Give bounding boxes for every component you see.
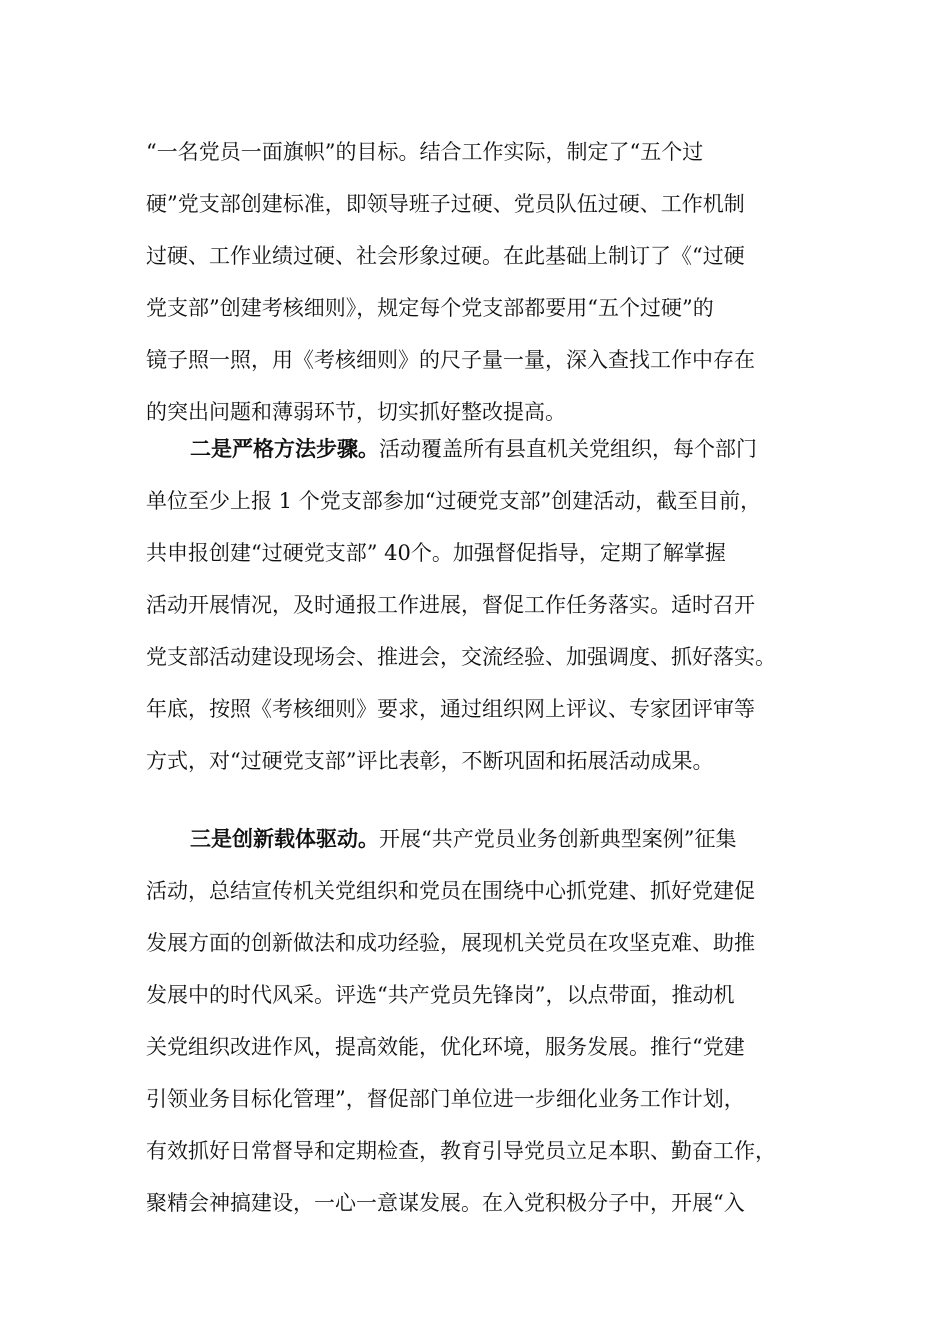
text-line: 党支部活动建设现场会、推进会，交流经验、加强调度、抓好落实。 xyxy=(146,645,776,669)
text-line: 硬”党支部创建标准，即领导班子过硬、党员队伍过硬、工作机制 xyxy=(146,192,745,216)
text-line: 单位至少上报 1 个党支部参加“过硬党支部”创建活动，截至目前， xyxy=(146,489,762,513)
text-line: 聚精会神搞建设，一心一意谋发展。在入党积极分子中，开展“入 xyxy=(146,1191,745,1215)
text-line: “一名党员一面旗帜”的目标。结合工作实际，制定了“五个过 xyxy=(146,140,704,164)
text-line: 过硬、工作业绩过硬、社会形象过硬。在此基础上制订了《“过硬 xyxy=(146,244,745,268)
paragraph-innovation-carriers xyxy=(146,813,806,1229)
text-line-first xyxy=(146,423,806,475)
text-line: 发展方面的创新做法和成功经验，展现机关党员在攻坚克难、助推 xyxy=(146,931,755,955)
paragraph-heading: 二是严格方法步骤。 xyxy=(190,437,379,461)
paragraph-heading: 三是创新载体驱动。 xyxy=(190,827,379,851)
text-line: 党支部”创建考核细则》，规定每个党支部都要用“五个过硬”的 xyxy=(146,296,714,320)
text-line: 方式，对“过硬党支部”评比表彰，不断巩固和拓展活动成果。 xyxy=(146,749,714,773)
text-run: 开展“共产党员业务创新典型案例”征集 xyxy=(379,827,737,851)
text-line: 年底，按照《考核细则》要求，通过组织网上评议、专家团评审等 xyxy=(146,697,755,721)
text-line: 镜子照一照，用《考核细则》的尺子量一量，深入查找工作中存在 xyxy=(146,348,755,372)
text-run: 活动覆盖所有县直机关党组织，每个部门 xyxy=(379,437,757,461)
paragraph-goal-standards xyxy=(146,126,806,438)
text-line-first xyxy=(146,813,806,865)
text-line: 引领业务目标化管理”，督促部门单位进一步细化业务工作计划， xyxy=(146,1087,745,1111)
text-line: 有效抓好日常督导和定期检查，教育引导党员立足本职、勤奋工作， xyxy=(146,1139,776,1163)
text-line: 共申报创建“过硬党支部” 40个。加强督促指导，定期了解掌握 xyxy=(146,541,726,565)
text-line: 活动，总结宣传机关党组织和党员在围绕中心抓党建、抓好党建促 xyxy=(146,879,755,903)
text-line: 的突出问题和薄弱环节，切实抓好整改提高。 xyxy=(146,400,566,424)
text-line: 关党组织改进作风，提高效能，优化环境，服务发展。推行“党建 xyxy=(146,1035,745,1059)
text-line: 活动开展情况，及时通报工作进展，督促工作任务落实。适时召开 xyxy=(146,593,755,617)
text-line: 发展中的时代风采。评选“共产党员先锋岗”，以点带面，推动机 xyxy=(146,983,735,1007)
paragraph-strict-methods xyxy=(146,423,806,787)
